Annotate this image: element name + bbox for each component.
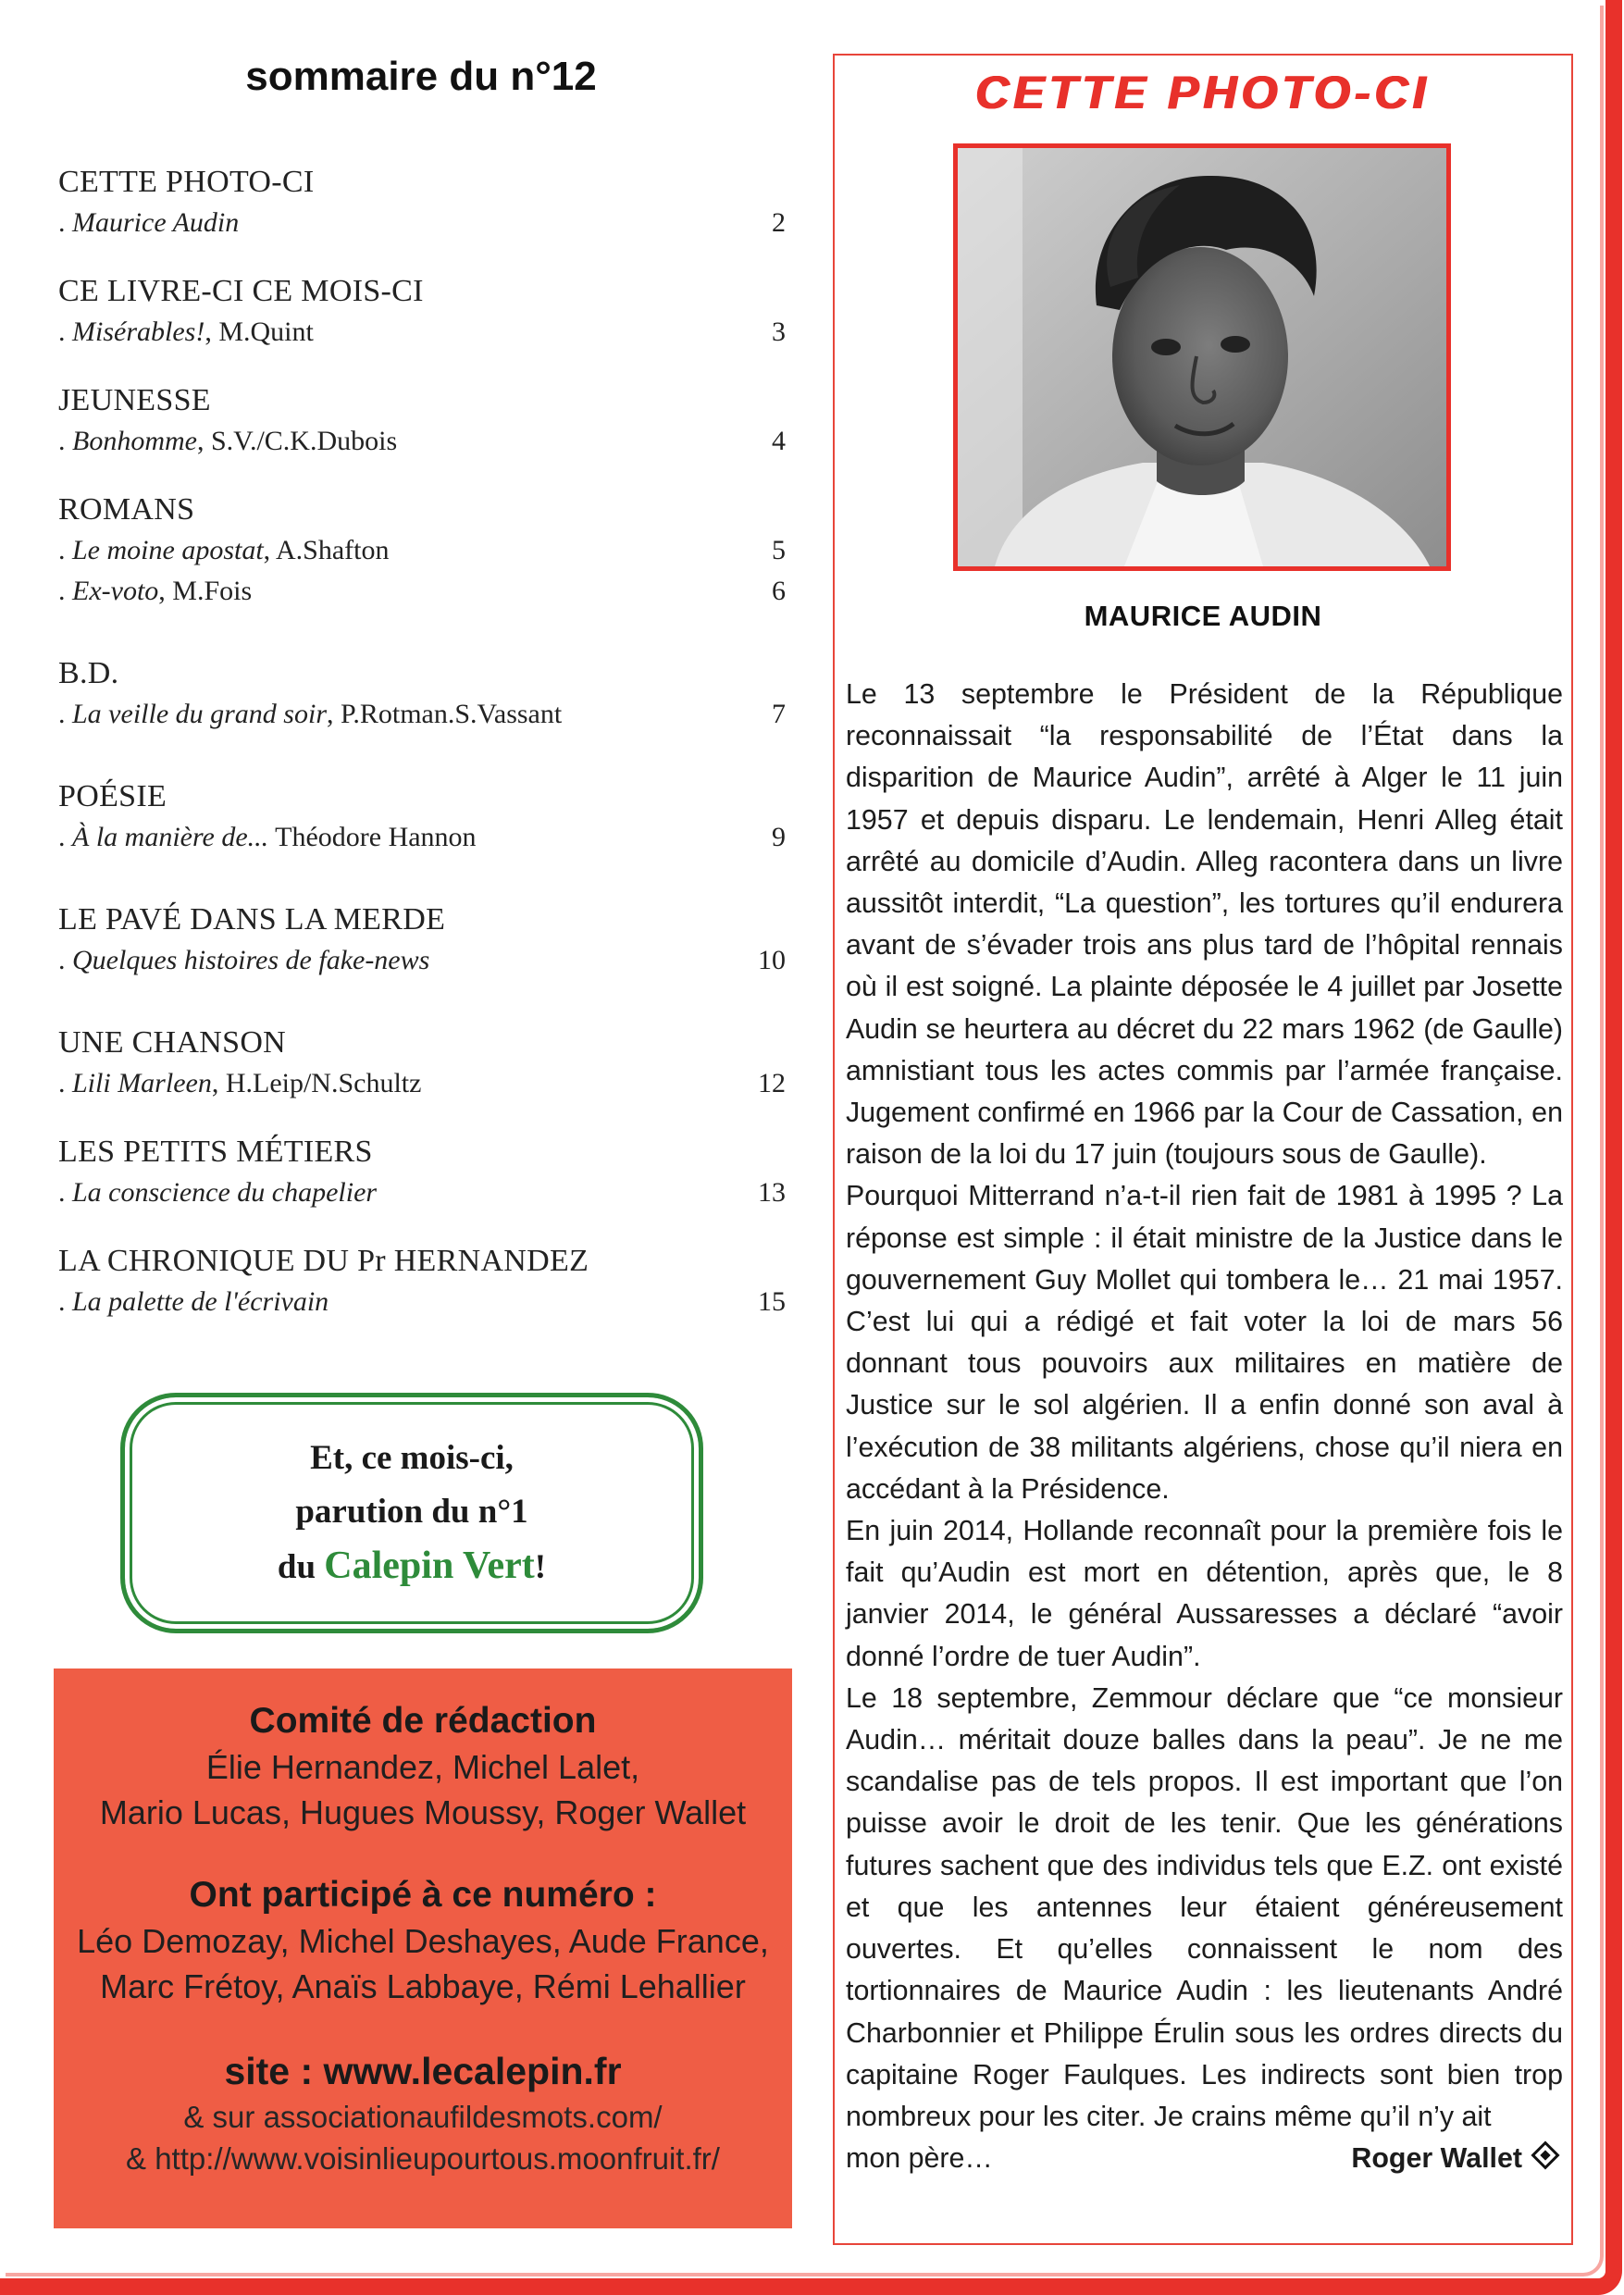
committee-names-1: Élie Hernandez, Michel Lalet, bbox=[205, 1748, 640, 1786]
article-title: CETTE PHOTO-CI bbox=[975, 67, 1431, 118]
toc-entry[interactable] bbox=[58, 421, 789, 462]
toc-section bbox=[58, 1132, 789, 1213]
announcement-line-3 bbox=[278, 1539, 546, 1594]
portrait-image bbox=[958, 148, 1446, 566]
credits-box bbox=[54, 1669, 792, 2228]
article-paragraph-1: Le 13 septembre le Président de la République reconnaissait “la responsabilité de l’État dans la disparition de Maurice Audin”, arrêté à Alger le 11 juin 1957 et depuis disparu. Le lendemain, Henri Alleg était arrêté au domicile d’Audin. Alleg racontera dans un livre aussitôt interdit, “La question”, les tortures qu’il endurera avant de s’évader trois ans plus tard de l’hôpital rennais où il est soigné. La plainte déposée le 4 juillet par Josette Audin se heurtera au décret du 22 mars 1962 (de Gaulle) amnistiant tous les actes commis par l’armée française. Jugement confirmé en 1966 par la Cour de Cassation, en raison de la loi du 17 juin (toujours sous de Gaulle). bbox=[846, 678, 1563, 1171]
toc-page-number: 6 bbox=[772, 576, 786, 606]
toc-entry[interactable] bbox=[58, 940, 789, 981]
toc-heading: B.D. bbox=[58, 656, 119, 690]
toc-entry[interactable] bbox=[58, 817, 789, 858]
toc-heading: LA CHRONIQUE DU Pr HERNANDEZ bbox=[58, 1244, 589, 1278]
toc-heading: CETTE PHOTO-CI bbox=[58, 165, 315, 199]
article-body bbox=[846, 674, 1563, 2179]
toc-page-number: 7 bbox=[772, 699, 786, 729]
toc-heading: CE LIVRE-CI CE MOIS-CI bbox=[58, 274, 424, 308]
toc-entry-text bbox=[58, 694, 562, 735]
toc-entry-title: Lili Marleen bbox=[72, 1068, 212, 1098]
article-paragraph-4: Le 18 septembre, Zemmour déclare que “ce monsieur Audin… méritait douze balles dans la peau”. Je ne me scandalise pas de tels propos. Il est important que l’on puisse avoir le droit de les tenir. Que les générations futures sachent que des individus tels que E.Z. ont existé et que les antennes leur étaient généreusement ouvertes. Et qu’elles connaissent le nom des tortionnaires de Maurice Audin : les lieutenants André Charbonnier et Philippe Érulin sous les ordres directs du capitaine Roger Faulques. Les indirects sont bien trop nombreux pour les citer. Je crains même qu’il n’y ait bbox=[846, 1681, 1563, 2132]
toc-entry-text bbox=[58, 1063, 421, 1104]
toc-entry-bullet: . bbox=[58, 207, 72, 238]
contributors-names-2: Marc Frétoy, Anaïs Labbaye, Rémi Lehallier bbox=[100, 1967, 746, 2005]
toc-section bbox=[58, 271, 789, 353]
toc-entry-title: Ex-voto bbox=[72, 576, 159, 606]
toc-heading: JEUNESSE bbox=[58, 383, 211, 417]
toc-section bbox=[58, 162, 789, 243]
toc-entry[interactable] bbox=[58, 312, 789, 353]
toc-entry-author: , S.V./C.K.Dubois bbox=[196, 426, 398, 456]
toc-entry-text bbox=[58, 312, 314, 353]
toc-heading: POÉSIE bbox=[58, 779, 167, 813]
toc-page-number: 4 bbox=[772, 426, 786, 456]
signature-line bbox=[846, 2138, 1563, 2179]
toc-section bbox=[58, 1023, 789, 1104]
announcement-box bbox=[120, 1393, 703, 1633]
toc-entry[interactable] bbox=[58, 530, 789, 571]
toc-entry[interactable] bbox=[58, 571, 789, 612]
toc-section bbox=[58, 776, 789, 858]
toc-page-number: 2 bbox=[772, 207, 786, 238]
signature-name: Roger Wallet bbox=[1351, 2142, 1522, 2175]
toc-section bbox=[58, 380, 789, 462]
article-paragraph-3: En juin 2014, Hollande reconnaît pour la première fois le fait qu’Audin est mort en détention, après que, le 8 janvier 2014, le général Aussaresses a déclaré “avoir donné l’ordre de tuer Audin”. bbox=[846, 1515, 1563, 1672]
toc-entry-bullet: . bbox=[58, 576, 72, 606]
toc-entry-title: Bonhomme bbox=[72, 426, 197, 456]
toc-entry[interactable] bbox=[58, 1172, 789, 1213]
article-panel bbox=[833, 54, 1573, 2245]
article-last-line: mon père… bbox=[846, 2142, 993, 2175]
announcement-suffix: ! bbox=[534, 1548, 547, 1586]
toc-page-number: 5 bbox=[772, 535, 786, 565]
voisinlieu-link[interactable]: & http://www.voisinlieupourtous.moonfruit.fr/ bbox=[126, 2141, 720, 2176]
toc-entry-author: , M.Fois bbox=[158, 576, 253, 606]
announcement-highlight: Calepin Vert bbox=[324, 1544, 535, 1587]
photo-caption: MAURICE AUDIN bbox=[1084, 600, 1322, 632]
toc-heading: UNE CHANSON bbox=[58, 1025, 287, 1060]
toc-section bbox=[58, 899, 789, 981]
association-link[interactable]: & sur associationaufildesmots.com/ bbox=[183, 2100, 663, 2134]
toc-entry-author: Théodore Hannon bbox=[268, 822, 477, 852]
toc-entry[interactable] bbox=[58, 1282, 789, 1322]
toc-entry-title: La conscience du chapelier bbox=[72, 1177, 378, 1208]
signature bbox=[1351, 2138, 1563, 2179]
toc-entry[interactable] bbox=[58, 1063, 789, 1104]
toc-section bbox=[58, 653, 789, 735]
toc-heading: LE PAVÉ DANS LA MERDE bbox=[58, 902, 446, 937]
table-of-contents bbox=[58, 162, 789, 1350]
contributors-names-1: Léo Demozay, Michel Deshayes, Aude France, bbox=[77, 1922, 769, 1960]
toc-page-number: 15 bbox=[758, 1286, 786, 1317]
committee-names-2: Mario Lucas, Hugues Moussy, Roger Wallet bbox=[99, 1793, 747, 1831]
toc-entry-title: Quelques histoires de fake-news bbox=[72, 945, 430, 975]
article-paragraph-2: Pourquoi Mitterrand n’a-t-il rien fait de 1981 à 1995 ? La réponse est simple : il était ministre de la Justice dans le gouvernement Guy Mollet qui tombera le… 21 mai 1957. C’est lui qui a rédigé et fait voter la loi de mars 56 donnant tous pouvoirs aux militaires en matière de Justice sur le sol algérien. Il a enfin donné son aval à l’exécution de 38 militants algériens, chose qu’il niera en accédant à la Présidence. bbox=[846, 1180, 1563, 1505]
portrait-photo bbox=[953, 143, 1451, 571]
toc-page-number: 3 bbox=[772, 316, 786, 347]
toc-entry-author: , P.Rotman.S.Vassant bbox=[327, 699, 563, 729]
toc-entry-title: À la manière de... bbox=[72, 822, 269, 852]
announcement-prefix: du bbox=[277, 1548, 325, 1586]
toc-entry-bullet: . bbox=[58, 1286, 72, 1317]
toc-heading: LES PETITS MÉTIERS bbox=[58, 1135, 373, 1169]
toc-page-number: 9 bbox=[772, 822, 786, 852]
toc-entry-author: , H.Leip/N.Schultz bbox=[211, 1068, 422, 1098]
toc-entry-bullet: . bbox=[58, 535, 72, 565]
toc-entry-text bbox=[58, 940, 429, 981]
toc-entry-author: , M.Quint bbox=[205, 316, 314, 347]
toc-entry-author: , A.Shafton bbox=[263, 535, 390, 565]
committee-heading: Comité de rédaction bbox=[249, 1701, 597, 1741]
toc-section bbox=[58, 1241, 789, 1322]
toc-entry-bullet: . bbox=[58, 1068, 72, 1098]
announcement-line-2: parution du n°1 bbox=[295, 1493, 528, 1531]
toc-entry[interactable] bbox=[58, 203, 789, 243]
toc-entry[interactable] bbox=[58, 694, 789, 735]
toc-entry-bullet: . bbox=[58, 822, 72, 852]
toc-entry-text bbox=[58, 1282, 329, 1322]
contributors-heading: Ont participé à ce numéro : bbox=[189, 1875, 657, 1915]
toc-entry-bullet: . bbox=[58, 426, 72, 456]
toc-page-number: 13 bbox=[758, 1177, 786, 1208]
toc-entry-title: La veille du grand soir bbox=[72, 699, 327, 729]
toc-page-number: 12 bbox=[758, 1068, 786, 1098]
toc-entry-title: Misérables! bbox=[72, 316, 205, 347]
toc-entry-text bbox=[58, 571, 252, 612]
toc-entry-text bbox=[58, 421, 397, 462]
toc-entry-title: La palette de l'écrivain bbox=[72, 1286, 329, 1317]
toc-entry-text bbox=[58, 530, 390, 571]
diamond-icon bbox=[1531, 2141, 1559, 2170]
toc-entry-title: Le moine apostat bbox=[72, 535, 264, 565]
toc-section bbox=[58, 490, 789, 612]
toc-entry-bullet: . bbox=[58, 1177, 72, 1208]
toc-heading: ROMANS bbox=[58, 492, 195, 527]
summary-title: sommaire du n°12 bbox=[245, 54, 597, 99]
toc-entry-bullet: . bbox=[58, 316, 72, 347]
toc-entry-text bbox=[58, 203, 239, 243]
toc-page-number: 10 bbox=[758, 945, 786, 975]
toc-entry-title: Maurice Audin bbox=[72, 207, 240, 238]
toc-entry-text bbox=[58, 817, 477, 858]
toc-entry-bullet: . bbox=[58, 699, 72, 729]
site-link[interactable]: site : www.lecalepin.fr bbox=[224, 2050, 622, 2092]
announcement-line-1: Et, ce mois-ci, bbox=[310, 1439, 514, 1477]
toc-entry-bullet: . bbox=[58, 945, 72, 975]
toc-entry-text bbox=[58, 1172, 377, 1213]
